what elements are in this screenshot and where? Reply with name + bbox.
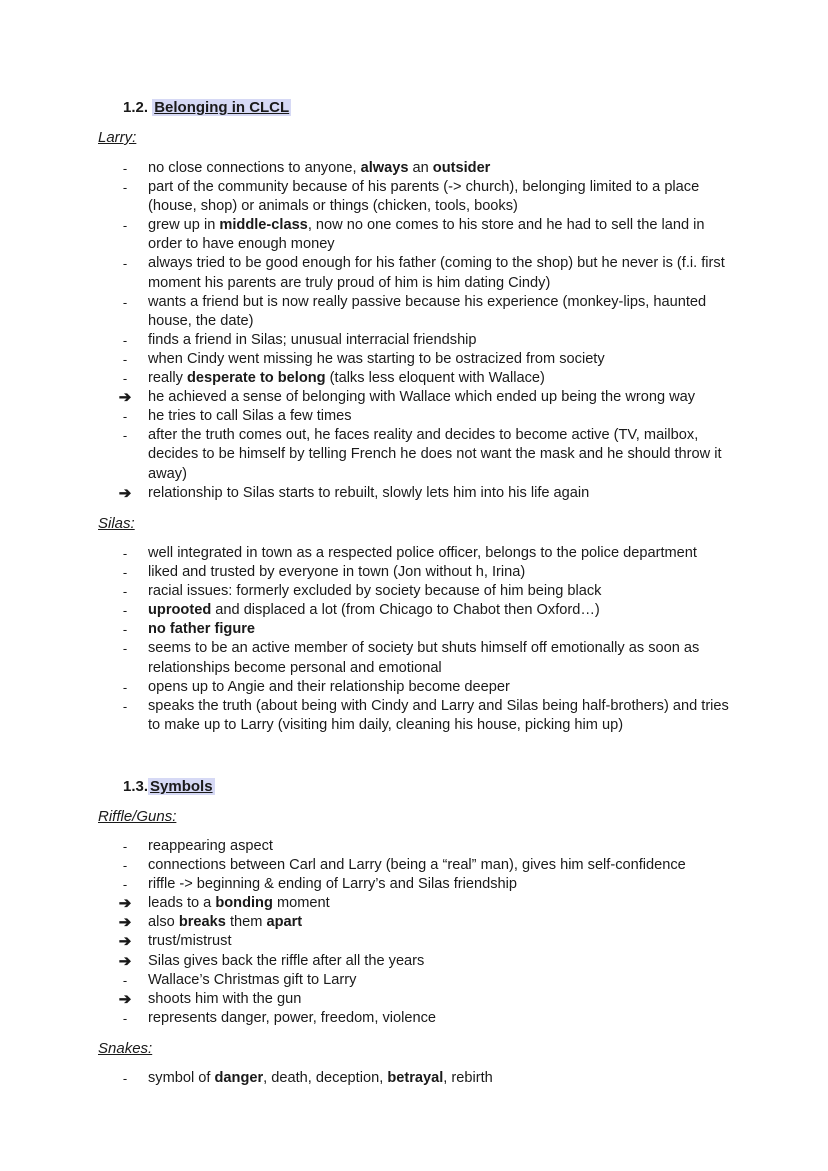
dash-bullet-icon: - [122,584,128,600]
dash-bullet-icon: - [122,641,128,657]
item-text: and displaced a lot (from Chicago to Chabot then Oxford…) [211,602,600,619]
dash-bullet-icon: - [122,622,128,638]
dash-bullet-icon: - [122,839,128,854]
list-silas [118,544,730,735]
dash-bullet-icon: - [122,679,128,695]
list-item [118,856,730,875]
item-text: always tried to be good enough for his father (coming to the shop) but he never is (f.i. first moment his parents are truly proud of him is him dating Cindy) [148,255,725,291]
list-item [118,875,730,894]
list-larry [118,159,730,503]
section-heading-belonging [123,98,291,117]
dash-bullet-icon: - [122,180,128,196]
subheading-silas: Silas: [98,515,135,532]
list-item [118,388,730,407]
dash-bullet-icon: - [122,1071,128,1086]
item-text: (talks less eloquent with Wallace) [325,370,545,387]
item-text: he achieved a sense of belonging with Wallace which ended up being the wrong way [148,389,696,406]
item-text: Wallace’s Christmas gift to Larry [148,971,357,988]
item-text: when Cindy went missing he was starting to be ostracized from society [148,350,605,367]
item-text: trust/mistrust [148,933,232,950]
bold-text: breaks [178,914,226,931]
item-text: Silas gives back the riffle after all the years [148,952,425,969]
item-text: represents danger, power, freedom, violence [148,1009,436,1026]
list-item [118,678,730,697]
arrow-bullet-icon: ➔ [118,990,132,1008]
bold-text: always [360,160,409,176]
item-text: speaks the truth (about being with Cindy and Larry and Silas being half-brothers) and tries to make up to Larry (visiting him daily, cleaning his house, picking him up) [148,697,729,733]
item-text: he tries to call Silas a few times [148,408,352,425]
item-text: seems to be an active member of society but shuts himself off emotionally as soon as relationships become personal and emotional [148,640,700,676]
item-text: symbol of [148,1070,215,1086]
list-item [118,369,730,388]
bold-text: danger [214,1070,264,1086]
list-item [118,932,730,951]
arrow-bullet-icon: ➔ [118,914,132,932]
list-riffle-guns [118,837,730,1028]
item-text: part of the community because of his parents (-> church), belonging limited to a place (house, shop) or animals or things (chicken, tools, books) [148,179,700,215]
dash-bullet-icon: - [122,972,128,988]
bold-text: middle-class [219,217,308,234]
item-text: opens up to Angie and their relationship become deeper [148,678,510,695]
bold-text: uprooted [148,602,212,619]
section-number: 1.2. [123,99,149,116]
subheading-snakes: Snakes: [98,1040,153,1057]
subheading-larry: Larry: [98,129,137,146]
list-item [118,216,730,254]
section-heading-symbols [123,777,215,796]
bold-text: apart [266,914,303,931]
list-item [118,990,730,1009]
bold-text: outsider [432,160,491,176]
dash-bullet-icon: - [122,877,128,893]
list-item [118,331,730,350]
dash-bullet-icon: - [122,698,128,714]
list-item [118,544,730,563]
item-text: also [148,914,179,931]
item-text: , death, deception, [263,1070,388,1086]
list-item [118,620,730,639]
dash-bullet-icon: - [122,858,128,874]
item-text: grew up in [148,217,220,234]
item-text: , now no one comes to his store and he had to sell the land in order to have enough money [148,217,705,253]
item-text: no close connections to anyone, [148,160,361,176]
item-text: an [408,160,433,176]
list-item [118,407,730,426]
section-title: Belonging in CLCL [154,99,290,116]
list-item [118,293,730,331]
list-item [118,601,730,620]
dash-bullet-icon: - [122,351,128,367]
arrow-bullet-icon: ➔ [118,933,132,951]
item-text: well integrated in town as a respected police officer, belongs to the police department [148,545,697,561]
section-number: 1.3. [123,778,149,795]
item-text: racial issues: formerly excluded by society because of him being black [148,583,602,600]
item-text: leads to a [148,895,216,912]
item-text: wants a friend but is now really passive because his experience (monkey-lips, haunted house, the date) [148,293,707,329]
dash-bullet-icon: - [122,1010,128,1026]
arrow-bullet-icon: ➔ [118,895,132,913]
list-item [118,1069,730,1088]
item-text: shoots him with the gun [148,990,302,1007]
dash-bullet-icon: - [122,294,128,310]
list-item [118,971,730,990]
dash-bullet-icon: - [122,603,128,619]
item-text: really [148,370,187,387]
arrow-bullet-icon: ➔ [118,389,132,407]
bold-text: no father figure [148,621,256,638]
list-snakes [118,1069,730,1088]
item-text: reappearing aspect [148,838,273,854]
dash-bullet-icon: - [122,546,128,561]
dash-bullet-icon: - [122,565,128,581]
list-item [118,178,730,216]
bold-text: desperate to belong [186,370,326,387]
dash-bullet-icon: - [122,256,128,272]
list-item [118,952,730,971]
list-item [118,484,730,503]
dash-bullet-icon: - [122,332,128,348]
list-item [118,582,730,601]
dash-bullet-icon: - [122,218,128,234]
list-item [118,426,730,483]
bold-text: betrayal [387,1070,444,1086]
list-item [118,159,730,178]
arrow-bullet-icon: ➔ [118,952,132,970]
item-text: relationship to Silas starts to rebuilt, slowly lets him into his life again [148,484,590,501]
list-item [118,254,730,292]
list-item [118,913,730,932]
section-title: Symbols [150,778,213,795]
item-text: , rebirth [443,1070,493,1086]
item-text: liked and trusted by everyone in town (Jon without h, Irina) [148,564,526,581]
dash-bullet-icon: - [122,428,128,444]
item-text: finds a friend in Silas; unusual interracial friendship [148,331,477,348]
dash-bullet-icon: - [122,161,128,176]
bold-text: bonding [215,895,273,912]
list-item [118,563,730,582]
item-text: riffle -> beginning & ending of Larry’s and Silas friendship [148,876,517,893]
list-item [118,350,730,369]
list-item [118,1009,730,1028]
dash-bullet-icon: - [122,409,128,425]
subheading-riffle-guns: Riffle/Guns: [98,808,177,825]
arrow-bullet-icon: ➔ [118,484,132,502]
item-text: moment [272,895,330,912]
list-item [118,639,730,677]
dash-bullet-icon: - [122,371,128,387]
item-text: connections between Carl and Larry (being a “real” man), gives him self-confidence [148,857,686,874]
item-text: them [225,914,267,931]
list-item [118,697,730,735]
item-text: after the truth comes out, he faces reality and decides to become active (TV, mailbox, decides to be himself by telling French he does not want the mask and he should throw it away) [148,427,722,482]
list-item [118,894,730,913]
list-item [118,837,730,856]
